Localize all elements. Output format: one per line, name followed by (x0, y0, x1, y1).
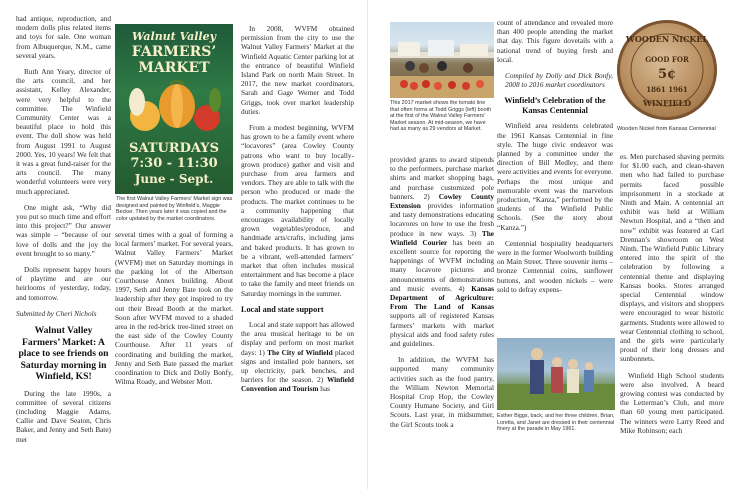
wooden-nickel-coin (617, 20, 717, 120)
nickel-mid-text: GOOD FOR (645, 55, 689, 64)
attendance-paragraph: count of attendance and revealed more than 400 people attending the market that day. This figure dovetails with a national trend of buying fresh and local. (497, 18, 613, 64)
market-paragraph-3: In 2008, WVFM obtained permission from the city to use the Walnut Valley Farmers’ Market at the Winfield Aquatic Center parking lot at the entrance of beautiful Winfield Island Park on north Main Street. In 2017, the new market coordinators, Sarah and Gage Werner and Todd Griggs, took over market leadership duties. (241, 24, 354, 116)
nickel-top-text: WOODEN NICKEL (625, 34, 709, 44)
family-photo-caption: Esther Biggs, back, and her three children, Brian, Loretta, and Janet are dressed in their centennial finery at the parade in May 1961. (497, 413, 615, 433)
centennial-heading: Winfield’s Celebration of the Kansas Centennial (504, 96, 606, 116)
doll-paragraph-1: had antique, reproduction, and modern dolls plus related items and toys for sale. One woman from Albuquerque, N.M., came several years. (16, 14, 111, 60)
wooden-nickel-image (617, 20, 717, 120)
farmers-market-heading: Walnut Valley Farmers’ Market: A place to see friends on Saturday morning in Winfield, KS! (18, 325, 109, 383)
right-column-a-lower (390, 155, 494, 436)
produce-illustration (115, 78, 233, 140)
poster-line-1: Walnut Valley (131, 30, 216, 43)
nickel-year-text: 1861 1961 (646, 85, 688, 94)
left-column-2-lower (115, 230, 233, 393)
nickel-bottom-text: WINFIELD (642, 98, 692, 108)
right-column-c (620, 152, 724, 442)
market-signature: Compiled by Dolly and Dick Bonfy, 2008 to 2016 market coordinators (505, 71, 613, 90)
market-paragraph-1: During the late 1990s, a committee of several citizens (including Maggie Adams, Callie and Dave Seaton, Chris Baker, and Jenny and Seth Bate) met (16, 388, 111, 444)
nickel-caption: Wooden Nickel from Kansas Centennial (617, 126, 716, 132)
poster-line-5: 7:30 - 11:30 (130, 156, 218, 171)
doll-paragraph-2: Ruth Ann Yeary, director of the arts council, and her assistant, Kelley Alexander, were very helpful to the committee. The Winfield Community Center was a beautiful place to hold this event. The doll show was held from August 1991 to August 2000. Yes, 10 years! We felt that it was a great fund-raiser for the arts council. The many wonderful volunteers were very much appreciated. (16, 67, 111, 196)
local-support-paragraph: Local and state support has allowed the area musical heritage to be on display and perform on most market days: 1) The City of Winfield placed signs and installed pole banners, set up electricity, park benches, and barriers for the season. 2) Winfield Convention and Tourism has (241, 319, 354, 394)
left-column-3 (241, 24, 354, 401)
poster-caption: The first Walnut Valley Farmers’ Market sign was designed and painted by Winfield’s, Maggie Becker. Then years later it was copied and the color updated by the market coordinators. (116, 196, 233, 222)
right-column-b (497, 18, 613, 301)
doll-paragraph-4: Dolls represent happy hours of playtime and are our heirlooms of yesterday, today, and tomorrow. (16, 265, 111, 302)
family-scene (497, 338, 615, 410)
poster-line-4: SATURDAYS (129, 141, 219, 156)
farmers-market-sign-image (115, 24, 233, 194)
centennial-paragraph-2: Centennial hospitality headquarters were in the former Woolworth building on Main Street. Three souvenir items – bronze Centennial coins, sunflower buttons, and wooden nickels – were sold to defray expens- (497, 238, 613, 294)
centennial-paragraph-3: es. Men purchased shaving permits for $1.00 each, and clean-shaven men who had failed to purchase permits faced possible imprisonment in a stockade at Ninth and Main. A centennial art exhibit was held at William Newton Hospital, and a “then and now” exhibit was featured at Carl Drennan’s showroom on West Ninth. The Winfield Public Library entered into the spirit of the celebration by following a centennial theme and displaying Kansas books. Stores arranged special Centennial window displays, and visitors and shoppers were encouraged to wear historic garments. Students were allowed to wear Centennial clothing to school, and the girls were particularly proud of their long dresses and sunbonnets. (620, 152, 724, 364)
centennial-paragraph-1: Winfield area residents celebrated the 1961 Kansas Centennial in fine style. The huge civic endeavor was planned by a committee under the direction of Bill Medley, and there were activities and events for everyone. Perhaps the most unique and memorable event was the marvelous production, “Kanza,” performed by the students of the Winfield Public Schools. (See the story about “Kanza.”) (497, 121, 613, 232)
doll-signature: Submitted by Cheri Nichols (16, 308, 97, 318)
market-photo-caption: This 2017 market shows the tomato line that often forms at Todd Griggs (left) booth at the first of the Walnut Valley Farmers’ Market season. At mid-season, we have had as many as 29 vendors at Market. (390, 100, 492, 133)
support-continued-paragraph: provided grants to award stipends to the performers, purchase market shirts and market shopping bags, and purchase customized pole banners. 2) Cowley County Extension provides information and tasty demonstrations educating locavores on how to use the fresh produce in new ways. 3) The Winfield Courier has been an excellent source for reporting the happenings of WVFM including many locavore pictures and announcements of demonstrations and music events. 4) Kansas Department of Agriculture: From The Land of Kansas supports all of registered Kansas farmers’ markets with market physical aids and food safety rules and guidelines. (390, 155, 495, 349)
market-photo (390, 22, 494, 98)
doll-paragraph-3: One might ask, “Why did you put so much time and effort into this project?” Our answer was simple – “because of our love of dolls and the joy the event brought to so many.” (16, 202, 111, 258)
poster-line-2: FARMERS’ (131, 44, 217, 60)
nickel-value-text: 5¢ (657, 67, 677, 82)
poster-line-3: MARKET (138, 60, 210, 76)
poster-line-6: June - Sept. (134, 172, 214, 186)
community-paragraph: In addition, the WVFM has supported many community activities such as the food pantry, the William Newton Memorial Hospital Crop Hop, the Cowley County Humane Society, and Girl Scouts. Last year, in midsummer, the Girl Scouts took a (390, 355, 494, 429)
local-support-heading: Local and state support (241, 304, 324, 314)
market-paragraph-2: several times with a goal of forming a local farmers’ market. For several years, Walnut Valley Farmers’ Market (WVFM) met on Saturday mornings in the parking lot of the Albertson Courthouse Annex building. About 1997, Seth and Jenny Bate took on the leadership after they got inspired to try out their Bread Booth at the market. Soon after WVFM moved to a shaded area in the red-brick tree-lined street on the east side of the Cowley County Courthouse. After 11 years of coordinating and building the market, Jenny and Seth Bate passed the market coordination to Dick and Dolly Bonfy, Wilma Roady, and Webster Mott. (115, 230, 233, 387)
centennial-paragraph-4: Winfield High School students were also involved. A beard growing contest was conducted by the Letterman’s Club, and more than 60 young men participated. The winners were Larry Reed and Mike Robinson; each (620, 370, 724, 435)
left-column-1 (16, 14, 111, 451)
family-photo (497, 338, 615, 410)
market-paragraph-4: From a modest beginning, WVFM has grown to be a family event where “locavores” (area Cowley County patrons who want to buy locally-grown produce) gather and visit and purchase from area farmers and vendors. They are able to talk with the person who produced or made the products. The market continues to be a community happening that encourages availability of locally grown vegetables/produce, and handmade arts/crafts, including jams and baked products. It has grown to be a vibrant, well-attended farmers’ market that often includes musical entertainment and has become a place to take the family and meet friends on Saturday mornings in the summer. (241, 123, 354, 298)
market-scene (390, 22, 494, 98)
